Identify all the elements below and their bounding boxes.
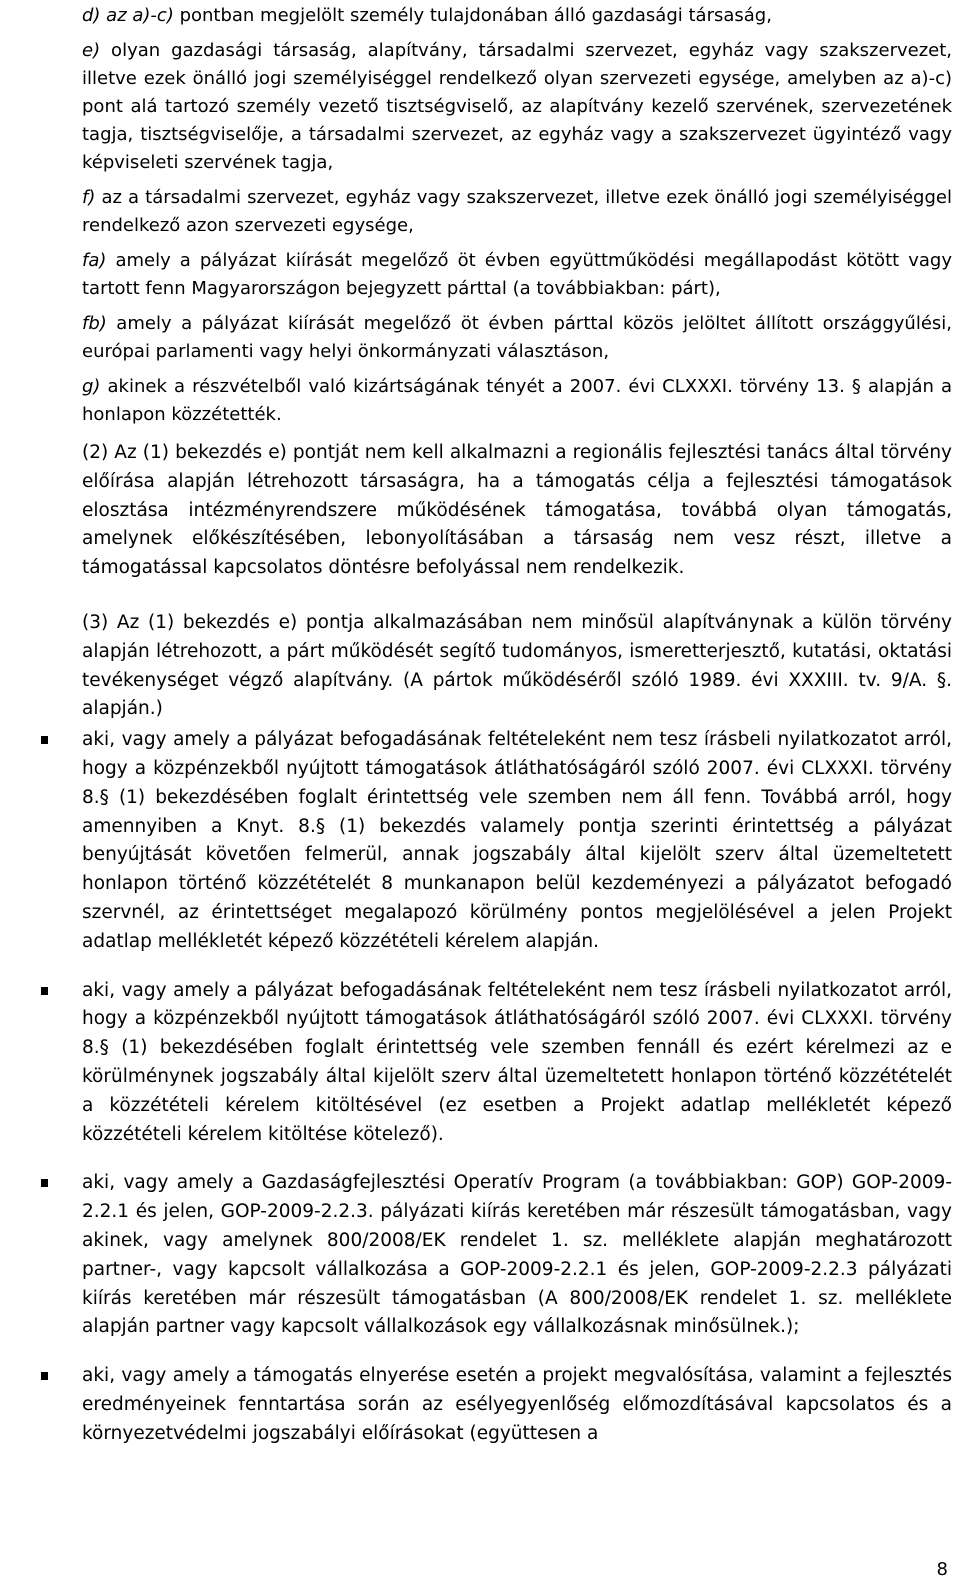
sub-item-label: fb) bbox=[82, 313, 107, 334]
square-bullet-icon bbox=[41, 1372, 48, 1380]
sub-item-text: amely a pályázat kiírását megelőző öt évben párttal közös jelöltet állított országgyűlési, európai parlamenti vagy helyi önkormányzati választáson, bbox=[82, 313, 952, 362]
square-bullet-icon bbox=[41, 736, 48, 744]
sub-item-d bbox=[82, 2, 952, 30]
list-item bbox=[40, 1362, 952, 1448]
sub-item-fa bbox=[82, 247, 952, 303]
sub-item-label: e) bbox=[82, 40, 101, 61]
sub-item-f bbox=[82, 184, 952, 240]
list-item bbox=[40, 977, 952, 1150]
sub-item-text: az a társadalmi szervezet, egyház vagy szakszervezet, illetve ezek önálló jogi személyiséggel rendelkező azon szervezeti egysége, bbox=[82, 187, 952, 236]
list-item bbox=[40, 726, 952, 956]
document-body bbox=[82, 2, 952, 1469]
bullet-list bbox=[40, 726, 952, 1448]
sub-item-fb bbox=[82, 310, 952, 366]
sub-item-text: akinek a részvételből való kizártságának tényét a 2007. évi CLXXXI. törvény 13. § alapján a honlapon közzétették. bbox=[82, 376, 952, 425]
sub-item-label: f) bbox=[82, 187, 96, 208]
paragraph-2: (2) Az (1) bekezdés e) pontját nem kell alkalmazni a regionális fejlesztési tanács által törvény előírása alapján létrehozott társaságra, ha a támogatás célja a fejlesztési támogatások elosztása intézményrendszere működésének támogatása, továbbá olyan támogatás, amelynek előkészítésében, lebonyolításában a társaság nem vesz részt, illetve a támogatással kapcsolatos döntésre befolyással nem rendelkezik. bbox=[82, 442, 952, 579]
list-item bbox=[40, 1169, 952, 1342]
list-item-text: aki, vagy amely a pályázat befogadásának feltételeként nem tesz írásbeli nyilatkozatot arról, hogy a közpénzekből nyújtott támogatások átláthatóságáról szóló 2007. évi CLXXXI. törvény 8.§ (1) bekezdésében foglalt érintettség vele szemben nem áll fenn. Továbbá arról, hogy amennyiben a Knyt. 8.§ (1) bekezdés valamely pontja szerinti érintettség a pályázat benyújtását követően felmerül, annak jogszabály által kijelölt szerv által üzemeltetett honlapon történő közzétételét 8 munkanapon belül kezdeményezi a pályázatot befogadó szervnél, az érintettséget megalapozó körülmény pontos megjelölésével a jelen Projekt adatlap mellékletét képező közzétételi kérelem alapján. bbox=[82, 729, 952, 952]
page-number: 8 bbox=[936, 1559, 948, 1580]
list-item-text: aki, vagy amely a Gazdaságfejlesztési Operatív Program (a továbbiakban: GOP) GOP-2009-2.2.1 és jelen, GOP-2009-2.2.3. pályázati kiírás keretében már részesült támogatásban, vagy akinek, vagy amelynek 800/2008/EK rendelet 1. sz. melléklete alapján meghatározott partner-, vagy kapcsolt vállalkozása a GOP-2009-2.2.1 és jelen, GOP-2009-2.2.3 pályázati kiírás keretében már részesült támogatásban (A 800/2008/EK rendelet 1. sz. melléklete alapján partner vagy kapcsolt vállalkozások egy vállalkozásnak minősülnek.); bbox=[82, 1172, 952, 1338]
paragraph-3: (3) Az (1) bekezdés e) pontja alkalmazásában nem minősül alapítványnak a külön törvény alapján létrehozott, a párt működését segítő tudományos, ismeretterjesztő, kutatási, oktatási tevékenységet végző alapítvány. (A pártok működéséről szóló 1989. évi XXXIII. tv. 9/A. §. alapján.) bbox=[82, 611, 952, 720]
sub-item-text: amely a pályázat kiírását megelőző öt évben együttműködési megállapodást kötött vagy tartott fenn Magyarországon bejegyzett párttal (a továbbiakban: párt), bbox=[82, 250, 952, 299]
sub-item-g bbox=[82, 373, 952, 429]
list-item-text: aki, vagy amely a pályázat befogadásának feltételeként nem tesz írásbeli nyilatkozatot arról, hogy a közpénzekből nyújtott támogatások átláthatóságáról szóló 2007. évi CLXXXI. törvény 8.§ (1) bekezdésében foglalt érintettség vele szemben fennáll és ezért kérelmezi az e körülménynek jogszabály által kijelölt szerv által üzemeltetett honlapon történő közzétételét a közzétételi kérelem kitöltésével (ez esetben a Projekt adatlap mellékletét képező közzétételi kérelem kitöltése kötelező). bbox=[82, 979, 952, 1145]
list-item-text: aki, vagy amely a támogatás elnyerése esetén a projekt megvalósítása, valamint a fejlesztés eredményeinek fenntartása során az esélyegyenlőség előmozdításával kapcsolatos és a környezetvédelmi jogszabályi előírásokat (együttesen a bbox=[82, 1365, 952, 1444]
sub-item-text: pontban megjelölt személy tulajdonában álló gazdasági társaság, bbox=[173, 5, 772, 26]
square-bullet-icon bbox=[41, 987, 48, 995]
sub-items bbox=[82, 2, 952, 429]
sub-item-label: fa) bbox=[82, 250, 107, 271]
sub-item-text: olyan gazdasági társaság, alapítvány, társadalmi szervezet, egyház vagy szakszervezet, illetve ezek önálló jogi személyiséggel rendelkező olyan szervezeti egysége, amelyben az a)-c) pont alá tartozó személy vezető tisztségviselő, az alapítvány kezelő szervének, szervezetének tagja, tisztségviselője, a társadalmi szervezet, az egyház vagy a szakszervezet ügyintéző vagy képviseleti szervének tagja, bbox=[82, 40, 952, 173]
sub-item-label: g) bbox=[82, 376, 101, 397]
square-bullet-icon bbox=[41, 1179, 48, 1187]
sub-item-label: d) az a)-c) bbox=[82, 5, 174, 26]
sub-item-e bbox=[82, 37, 952, 177]
